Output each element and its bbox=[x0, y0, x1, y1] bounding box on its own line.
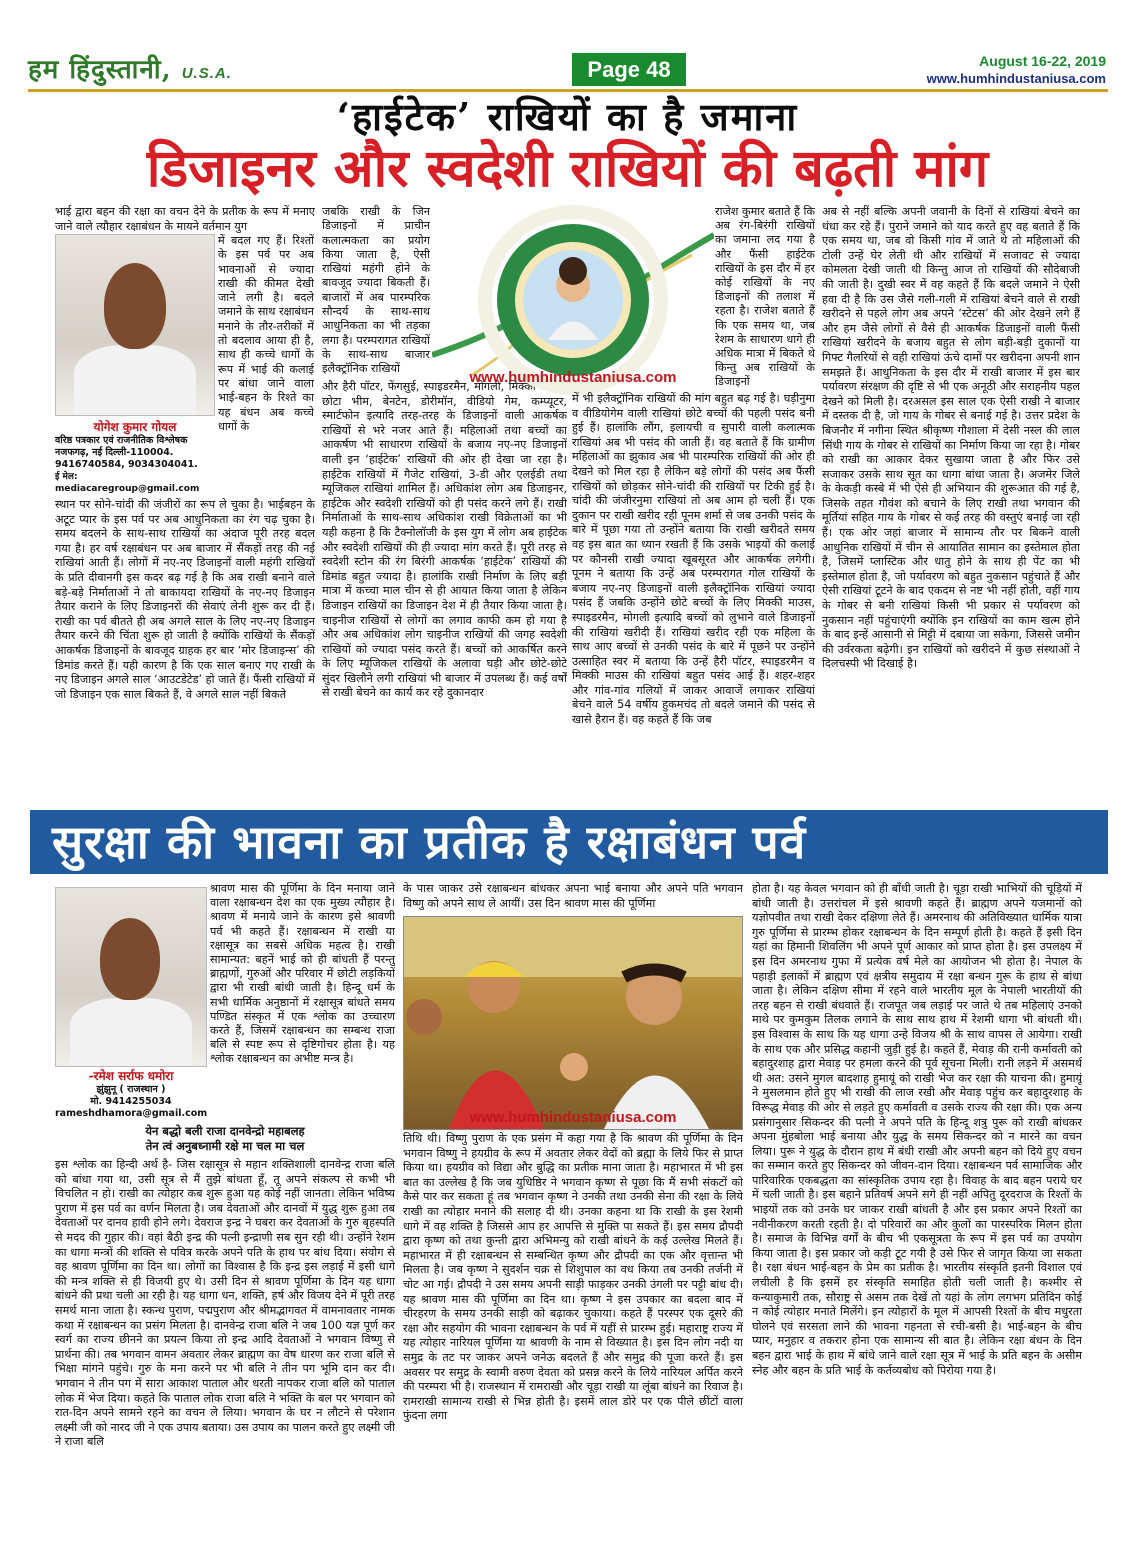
story1-kicker: ‘हाईटेक’ राखियों का है जमाना bbox=[336, 94, 799, 139]
story1-column-1-side: में बदल गए हैं। रिश्तों के इस पर्व पर अब भावनाओं से ज्यादा राखी की कीमत देखी जाने लगी है। बदले जमाने के साथ रक्षाबंधन मनाने के तौर-तरीकों में तो बदलाव आया ही है, साथ ही कच्चे धागों के रूप में भाई की कलाई पर बांधा जाने वाला भाई-बहन के रिश्ते का यह बंधन अब कच्चे धागों के bbox=[218, 234, 314, 433]
story2-headline-banner bbox=[30, 810, 1108, 874]
masthead-rule bbox=[28, 89, 1108, 92]
story2-column-2: तिथि थी। विष्णु पुराण के एक प्रसंग में कहा गया है कि श्रावण की पूर्णिमा के दिन भगवान विष्णु ने हयग्रीव के रूप में अवतार लेकर वेदों को ब्रह्मा के लिये फिर से प्राप्त किया था। हयग्रीव को विद्या और बुद्धि का प्रतीक माना जाता है। महाभारत में भी इस बात का उल्लेख है कि जब युधिष्ठिर ने भगवान कृष्ण से पूछा कि मैं सभी संकटों को कैसे पार कर सकता हूं तब भगवान कृष्ण ने उनकी तथा उनकी सेना की रक्षा के लिये राखी का त्योहार मनाने की सलाह दी थी। उनका कहना था कि राखी के इस रेशमी धागे में वह शक्ति है जिससे आप हर आपत्ति से मुक्ति पा सकते हैं। इस समय द्रौपदी द्वारा कृष्ण को तथा कुन्ती द्वारा अभिमन्यु को राखी बांधने के कई उल्लेख मिलते हैं। महाभारत में ही रक्षाबन्धन से सम्बन्धित कृष्ण और द्रौपदी का एक और वृत्तान्त भी मिलता है। जब कृष्ण ने सुदर्शन चक्र से शिशुपाल का वध किया तब उनकी तर्जनी में चोट आ गई। द्रौपदी ने उस समय अपनी साड़ी फाड़कर उनकी उंगली पर पट्टी बांध दी। यह श्रावण मास की पूर्णिमा का दिन था। कृष्ण ने इस उपकार का बदला बाद में चीरहरण के समय उनकी साड़ी को बढ़ाकर चुकाया। कहते हैं परस्पर एक दूसरे की रक्षा और सहयोग की भावना रक्षाबन्धन के पर्व में यहीं से प्रारम्भ हुई। महाराष्ट्र राज्य में यह त्योहार नारियल पूर्णिमा या श्रावणी के नाम से विख्यात है। इस दिन लोग नदी या समुद्र के तट पर जाकर अपने जनेऊ बदलते हैं और समुद्र की पूजा करते हैं। इस अवसर पर समुद्र के स्वामी वरुण देवता को प्रसन्न करने के लिये नारियल अर्पित करने की परम्परा भी है। राजस्थान में रामराखी और चूड़ा राखी या लूंबा बांधने का रिवाज है। रामराखी सामान्य राखी से भिन्न होती है। इसमें लाल डोरे पर एक पीले छींटों वाला फुंदना लगा bbox=[403, 1132, 743, 1423]
story2-column-3: होता है। यह केवल भगवान को ही बाँधी जाती है। चूड़ा राखी भाभियों की चूड़ियों में बांधी जाती है। उत्तरांचल में इसे श्रावणी कहते हैं। ब्राह्मण अपने यजमानों को यज्ञोपवीत तथा राखी देकर दक्षिणा लेते हैं। अमरनाथ की अतिविख्यात धार्मिक यात्रा गुरु पूर्णिमा से प्रारम्भ होकर रक्षाबन्धन के दिन सम्पूर्ण होती है। कहते हैं इसी दिन यहां का हिमानी शिवलिंग भी अपने पूर्ण आकार को प्राप्त होता है। इस उपलक्ष्य में इस दिन अमरनाथ गुफा में प्रत्येक वर्ष मेले का आयोजन भी होता है। नेपाल के पहाड़ी इलाकों में ब्राह्मण एवं क्षत्रीय समुदाय में रक्षा बन्धन गुरू के हाथ से बांधा जाता है। लेकिन दक्षिण सीमा में रहने वाले भारतीय मूल के नेपाली भारतीयों की तरह बहन से राखी बंधवाते हैं। राजपूत जब लड़ाई पर जाते थे तब महिलाएं उनको माथे पर कुमकुम तिलक लगाने के साथ साथ हाथ में रेशमी धागा भी बांधती थी। इस विश्वास के साथ कि यह धागा उन्हे विजय श्री के साथ वापस ले आयेगा। राखी के साथ एक और प्रसिद्ध कहानी जुड़ी हुई है। कहते हैं, मेवाड़ की रानी कर्मावती को बहादुरशाह द्वारा मेवाड़ पर हमला करने की पूर्व सूचना मिली। रानी लड़ने में असमर्थ थी अत: उसने मुगल बादशाह हुमायूं को राखी भेज कर रक्षा की याचना की। हुमायूं ने मुसलमान होते हुए भी राखी की लाज रखी और मेवाड़ पहुंच कर बहादुरशाह के विरूद्ध मेवाड़ की ओर से लड़ते हुए कर्मावती व उसके राज्य की रक्षा की। एक अन्य प्रसंगानुसार सिकन्दर की पत्नी ने अपने पति के हिन्दू शत्रु पुरू को राखी बांधकर अपना मुंहबोला भाई बनाया और युद्ध के समय सिकन्दर को न मारने का वचन लिया। पुरू ने युद्ध के दौरान हाथ में बंधी राखी और अपनी बहन को दिये हुए वचन का सम्मान करते हुए सिकन्दर को जीवन-दान दिया। रक्षाबन्धन पर्व सामाजिक और पारिवारिक एकबद्धता का सांस्कृतिक उपाय रहा है। विवाह के बाद बहन पराये घर में चली जाती है। इस बहाने प्रतिवर्ष अपने सगे ही नहीं अपितु दूरदराज के रिश्तों के भाइयों तक को उनके घर जाकर राखी बांधती है और इस प्रकार अपने रिश्तों का नवीनीकरण करती रहती है। दो परिवारों का और कुलों का पारस्परिक मिलन होता है। समाज के विभिन्न वर्गों के बीच भी एकसूत्रता के रूप में इस पर्व का उपयोग किया जाता है। इस प्रकार जो कड़ी टूट गयी है उसे फिर से जागृत किया जा सकता है। रक्षा बंधन भाई-बहन के प्रेम का प्रतीक है। भारतीय संस्कृति इतनी विशाल एवं लचीली है कि इसमें हर संस्कृति समाहित होती चली जाती है। कश्मीर से कन्याकुमारी तक, सौराष्ट्र से असम तक देखें तो यहां के लोग लगभग प्रतिदिन कोई न कोई त्योहार मनाते मिलेंगे। इन त्योहारों के मूल में आपसी रिश्तों के बीच मधुरता घोलने एवं सरसता लाने की भावना गहनता से रची-बसी है। भाई-बहन के बीच प्यार, मनुहार व तकरार होना एक सामान्य सी बात है। लेकिन रक्षा बंधन के दिन बहन द्वारा भाई के हाथ में बांधे जाने वाले रक्षा सूत्र में भाई के प्रति बहन के असीम स्नेह और बहन के प्रति भाई के कर्तव्यबोध को पिरोया गया है। bbox=[752, 882, 1082, 1377]
story1-headline: डिजाइनर और स्वदेशी राखियों की बढ़ती मांग bbox=[146, 139, 989, 199]
masthead-country: U.S.A. bbox=[181, 65, 232, 82]
rakhi-illustration bbox=[432, 205, 714, 395]
story1-column-4: अब से नहीं बल्कि अपनी जवानी के दिनों से राखियां बेचने का धंधा कर रहे हैं। पुराने जमाने को याद करते हुए वह बताते हैं कि एक समय था, जब वो किसी गांव में जाते थे तो महिलाओं की टोली उन्हें घेर लेती थी और राखियों में सजावट से ज्यादा कोमलता देखी जाती थी किन्तु आज तो राखियों की सौदेबाजी की जाती है। दुखी स्वर में वह कहते हैं कि बदले जमाने ने ऐसी हवा दी है कि उस जैसे गली-गली में राखियां बेचने वाले से राखी खरीदने से पहले लोग अब अपने ‘स्टेटस’ की ओर देखने लगे हैं और हम जैसे लोगों से वैसे ही आकर्षक डिजाइनों वाली फैंसी राखियां खरीदने के बजाय बहुत से लोग बड़ी-बड़ी दुकानों या गिफ्ट गैलरियों से वही राखियां ऊंचे दामों पर खरीदना अपनी शान समझते हैं। आधुनिकता के इस दौर में राखी बाजार में इस बार पर्यावरण संरक्षण की दृष्टि से भी एक अनूठी और सराहनीय पहल देखने को मिली है। दरअसल इस साल एक ऐसी राखी ने बाजार में दस्तक दी है, जो गाय के गोबर से बनाई गई है। उत्तर प्रदेश के बिजनौर में नगीना स्थित श्रीकृष्ण गौशाला में देसी नस्ल की लाल सिंधी गाय के गोबर से राखियों का निर्माण किया जा रहा है। गोबर को राखी का आकार देकर सुखाया जाता है और फिर उसे सजाकर उसके साथ सूत का धागा बांधा जाता है। अजमेर जिले के केकड़ी कस्बे में भी ऐसे ही अभियान की शुरूआत की गई है, जिसके तहत गौवंश को बचाने के लिए राखी तथा भगवान की मूर्तियां सहित गाय के गोबर से कई तरह की वस्तुएं बनाई जा रही हैं। एक ओर जहां बाजार में सामान्य तौर पर बिकने वाली आधुनिक राखियों में चीन से आयातित सामान का इस्तेमाल होता है, जिसमें प्लास्टिक और धातु होने के साथ ही पेंट का भी इस्तेमाल होता है, जो पर्यावरण को बहुत नुकसान पहुंचाते हैं और ऐसी राखियां टूटने के बाद एकदम से नष्ट भी नहीं होती, वहीं गाय के गोबर से बनी राखियां किसी भी प्रकार से पर्यावरण को नुकसान नहीं पहुंचाएंगी क्योंकि इन राखियों का काम खत्म होने के बाद इन्हें आसानी से मिट्टी में दबाया जा सकेगा, जिससे जमीन की उर्वरकता बढ़ेगी। इन राखियों को खरीदने में कुछ संस्थाओं ने दिलचस्पी भी दिखाई है। bbox=[822, 205, 1080, 671]
masthead-website[interactable]: www.humhindustaniusa.com bbox=[926, 71, 1106, 86]
author2-place: झुंझुनू ( राजस्थान ) bbox=[96, 1084, 166, 1095]
story1-column-2: और हैरी पॉटर, फेंगसुई, स्पाइडरमैन, मोगली, मिक्की माउस, छोटा भीम, बेनटेन, डोरीमॉन, वीडियो गेम, कम्प्यूटर, स्मार्टफोन इत्यादि तरह-तरह के डिजाइनों वाली आकर्षक राखियों से भरे नजर आते हैं। महिलाओं तथा बच्चों का आकर्षण भी साधारण राखियों के बजाय नए-नए डिजाइनों वाली इन ‘हाईटेक’ राखियों की ओर ही देखा जा रहा है। हाईटेक राखियों में गैजेट राखियां, 3-डी और एलईडी तथा म्यूजिकल राखियां शामिल हैं। अधिकांश लोग अब डिजाइनर, हाईटेक और स्वदेशी राखियों को ही पसंद करने लगे हैं। राखी निर्माताओं के साथ-साथ अधिकांश राखी विक्रेताओं का भी यही कहना है कि टैक्नोलॉजी के इस युग में लोग अब हाईटेक और स्वदेशी राखियों की ही ज्यादा मांग करते हैं। पूरी तरह से स्वदेशी स्टोन की रंग बिरंगी आकर्षक ‘हाईटेक’ राखियों की डिमांड बहुत ज्यादा है। हालांकि राखी निर्माण के लिए बड़ी मात्रा में कच्चा माल चीन से ही आयात किया जाता है लेकिन डिजाइन राखियों का डिजाइन देश में ही तैयार किया जाता है। चाइनीज राखियों से लोगों का लगाव काफी कम हो गया है और अब अधिकांश लोग चाइनीज राखियों की जगह स्वदेशी राखियों को ज्यादा पसंद करते हैं। बच्चों को आकर्षित करने के लिए म्यूजिकल राखियों के अलावा घड़ी और छोटे-छोटे सुंदर खिलौने लगी राखियां भी बाजार में उपलब्ध हैं। कई वर्षों से राखी बेचने का कार्य कर रहे दुकानदार bbox=[322, 380, 567, 700]
author-caption-ramesh bbox=[55, 1067, 207, 1129]
story1-column-2-top: जबकि राखी के जिन डिजाइनों में प्राचीन कलात्मकता का प्रयोग किया जाता है, ऐसी राखियां महंगी होने के बावजूद ज्यादा बिकती हैं। बाजारों में अब पारम्परिक सौन्दर्य के साथ-साथ आधुनिकता का भी तड़का लगा है। परम्परागत राखियों के साथ-साथ बाजार इलैक्ट्रॉनिक राखियों bbox=[322, 205, 430, 376]
sanskrit-sloka bbox=[55, 1124, 395, 1156]
story2-column-1-side: श्रावण मास की पूर्णिमा के दिन मनाया जाने वाला रक्षाबन्धन देश का एक मुख्य त्यौहार है। श्रावण में मनाये जाने के कारण इसे श्रावणी पर्व भी कहते हैं। रक्षाबन्धन में राखी या रक्षासूत्र का सबसे अधिक महत्व है। राखी सामान्यत: बहनें भाई को ही बांधती हैं परन्तु ब्राह्मणों, गुरुओं और परिवार में छोटी लड़कियों द्वारा भी राखी बांधी जाती है। हिन्दू धर्म के सभी धार्मिक अनुष्ठानों में रक्षासूत्र बांधते समय पण्डित संस्कृत में एक श्लोक का उच्चारण करते हैं, जिसमें रक्षाबन्धन का सम्बन्ध राजा बलि से स्पष्ट रूप से दृष्टिगोचर होता है। यह श्लोक रक्षाबन्धन का अभीष्ट मन्त्र है। bbox=[210, 882, 395, 1066]
rakhi-image-watermark: www.humhindustaniusa.com bbox=[469, 369, 677, 386]
author2-phone: मो. 9414255034 bbox=[90, 1096, 172, 1107]
story1-column-1-bottom: स्थान पर सोने-चांदी की जंजीरों का रूप ले चुका है। भाईबहन के अटूट प्यार के इस पर्व पर अब आधुनिकता का रंग चढ़ चुका है। समय बदलने के साथ-साथ राखियों का अंदाज पूरी तरह बदल गया है। हर वर्ष रक्षाबंधन पर अब बाजार में सैंकड़ों तरह की नई राखियां आती हैं। लोगों में नए-नए डिजाइनों वाली महंगी राखियों के प्रति दीवानगी इस कदर बढ़ गई है कि अब राखी बनाने वाले बड़े-बड़े निर्माताओं ने तो बाकायदा राखियों के नए-नए डिजाइन तैयार कराने के लिए डिजाइनरों की सेवाएं लेनी शुरू कर दी हैं। राखी का पर्व बीतते ही अब अगले साल के लिए नए-नए डिजाइन तैयार करने की चिंता शुरू हो जाती है क्योंकि राखियों के सैंकड़ों आकर्षक डिजाइनों के बावजूद ग्राहक हर बार ‘मोर डिजाइन्स’ की डिमांड करते हैं। यही कारण है कि एक साल बनाए गए राखी के नए डिजाइन अगले साल ‘आउटडेटेड’ हो जाते हैं। फैंसी राखियों में जो डिजाइन एक साल बिकते हैं, वे अगले साल नहीं बिकते bbox=[55, 498, 315, 701]
author-caption-yogesh bbox=[55, 418, 215, 496]
children-illustration bbox=[404, 917, 742, 1129]
author-email[interactable]: ई मेल: mediacaregroup@gmail.com bbox=[55, 472, 200, 494]
masthead-title-text: हम हिंदुस्तानी, bbox=[28, 55, 172, 85]
sloka-line-2: तेन त्वं अनुबध्नामी रक्षे मा चल मा चल bbox=[145, 1139, 305, 1153]
masthead-title bbox=[28, 50, 428, 86]
page-number: Page 48 bbox=[572, 53, 686, 86]
children-rakhi-photo bbox=[403, 916, 743, 1130]
author-address: नजफगढ़, नई दिल्ली-110004. bbox=[55, 447, 174, 458]
story2-headline: सुरक्षा की भावना का प्रतीक है रक्षाबंधन पर्व bbox=[52, 815, 807, 869]
rakhi-image bbox=[432, 205, 714, 395]
author-photo-ramesh bbox=[55, 887, 207, 1067]
author-phone: 9416740584, 9034304041. bbox=[55, 459, 198, 470]
story2-column-1: इस श्लोक का हिन्दी अर्थ है- जिस रक्षासूत्र से महान शक्तिशाली दानवेन्द्र राजा बलि को बांधा गया था, उसी सूत्र से मैं तुझे बांधता हूँ, तू अपने संकल्प से कभी भी विचलित न हो। राखी का त्योहार कब शुरू हुआ यह कोई नहीं जानता। लेकिन भविष्य पुराण में इस पर्व का वर्णन मिलता है। जब देवताओं और दानवों में युद्ध शुरू हुआ तब देवताओं पर दानव हावी होने लगे। देवराज इन्द्र ने घबरा कर देवताओं के गुरु बृहस्पति से मदद की गुहार की। वहां बैठी इन्द्र की पत्नी इन्द्राणी सब सुन रही थी। उन्होंने रेशम का धागा मन्त्रों की शक्ति से पवित्र करके अपने पति के हाथ पर बांध दिया। संयोग से वह श्रावण पूर्णिमा का दिन था। लोगों का विश्वास है कि इन्द्र इस लड़ाई में इसी धागे की मन्त्र शक्ति से ही विजयी हुए थे। उसी दिन से श्रावण पूर्णिमा के दिन यह धागा बांधने की प्रथा चली आ रही है। यह धागा धन, शक्ति, हर्ष और विजय देने में पूरी तरह समर्थ माना जाता है। स्कन्ध पुराण, पद्मपुराण और श्रीमद्भागवत में वामनावतार नामक कथा में रक्षाबन्धन का प्रसंग मिलता है। दानवेन्द्र राजा बलि ने जब 100 यज्ञ पूर्ण कर स्वर्ग का राज्य छीनने का प्रयत्न किया तो इन्द्र आदि देवताओं ने भगवान विष्णु से प्रार्थना की। तब भगवान वामन अवतार लेकर ब्राह्मण का वेष धारण कर राजा बलि से भिक्षा मांगने पहुंचे। गुरु के मना करने पर भी बलि ने तीन पग भूमि दान कर दी। भगवान ने तीन पग में सारा आकाश पाताल और धरती नापकर राजा बलि को पाताल लोक में भेज दिया। कहते कि पाताल लोक राजा बलि ने भक्ति के बल पर भगवान को रात-दिन अपने सामने रहने का वचन ले लिया। भगवान के घर न लौटने से परेशान लक्ष्मी जी को नारद जी ने एक उपाय बताया। उस उपाय का पालन करते हुए लक्ष्मी जी ने राजा बलि bbox=[55, 1158, 395, 1449]
author-designation: वरिष्ठ पत्रकार एवं राजनीतिक विश्लेषक bbox=[55, 435, 188, 446]
story2-column-2-top: के पास जाकर उसे रक्षाबन्धन बांधकर अपना भाई बनाया और अपने पति भगवान विष्णु को अपने साथ ले आयीं। उस दिन श्रावण मास की पूर्णिमा bbox=[403, 882, 743, 910]
author-face-2 bbox=[100, 918, 160, 1000]
author-photo-yogesh bbox=[55, 234, 215, 416]
sloka-line-1: येन बद्धो बली राजा दानवेन्द्रो महाबलह bbox=[145, 1124, 305, 1138]
issue-date: August 16-22, 2019 bbox=[979, 53, 1106, 69]
author2-email[interactable]: rameshdhamora@gmail.com bbox=[55, 1108, 208, 1119]
story1-intro: भाई द्वारा बहन की रक्षा का वचन देने के प्रतीक के रूप में मनाए जाने वाले त्यौहार रक्षाबंधन के मायने वर्तमान युग bbox=[55, 205, 315, 233]
story1-column-1-top bbox=[55, 205, 315, 235]
children-photo-watermark: www.humhindustaniusa.com bbox=[469, 1109, 677, 1126]
story1-column-3: में भी इलैक्ट्रॉनिक राखियों की मांग बहुत बढ़ गई है। घड़ीनुमा व वीडियोगेम वाली राखियां छोटे बच्चों की पहली पसंद बनी हुई हैं। हालांकि लौंग, इलायची व सुपारी वाली कलात्मक राखियां अब भी पसंद की जाती हैं। वह बताते हैं कि ग्रामीण महिलाओं का झुकाव अब भी पारम्परिक राखियों की ओर ही देखने को मिल रहा है लेकिन बड़े लोगों की पसंद अब फैंसी राखियों को छोड़कर सोने-चांदी की राखियों पर टिकी हुई है। चांदी की जंजीरनुमा राखियां तो अब आम हो चली हैं। एक दुकान पर राखी खरीद रही पूनम शर्मा से जब उनकी पसंद के बारे में पूछा गया तो उन्होंने बताया कि राखी खरीदते समय वह इस बात का ध्यान रखती हैं कि उसके भाइयों की कलाई पर कौनसी राखी ज्यादा खूबसूरत और आकर्षक लगेगी। पूनम ने बताया कि उन्हें अब परम्परागत गोल राखियों के बजाय नए-नए डिजाइनों वाली इलैक्ट्रॉनिक राखियां ज्यादा पसंद हैं जबकि उन्होंने छोटे बच्चों के लिए मिक्की माउस, स्पाइडरमैन, मोगली इत्यादि बच्चों को लुभाने वाले डिजाइनों की राखियां खरीदी हैं। राखियां खरीद रही एक महिला के साथ आए बच्चों से उनकी पसंद के बारे में पूछने पर उन्होंने उत्साहित स्वर में बताया कि उन्हें हैरी पॉटर, स्पाइडरमैन व मिक्की माउस की राखियां बहुत पसंद आई हैं। शहर-शहर और गांव-गांव गलियों में जाकर आवाजें लगाकर राखियां बेचने वाले 54 वर्षीय हुकमचंद तो बदले जमाने की पसंद से खासे हैरान हैं। वह कहते हैं कि जब bbox=[572, 392, 815, 727]
story1-column-3-top: राजेश कुमार बताते हैं कि अब रंग-बिरंगी राखियों का जमाना लद गया है और फैंसी हाईटेक राखियों के इस दौर में हर कोई राखियों के नए डिजाइनों की तलाश में रहता है। राजेश बताते हैं कि एक समय था, जब रेशम के साधारण धागे ही अधिक मात्रा में बिकते थे किन्तु अब राखियों के डिजाइनों bbox=[715, 205, 815, 389]
author-name: योगेश कुमार गोयल bbox=[93, 420, 177, 434]
author2-name: -रमेश सर्राफ धमोरा bbox=[88, 1069, 174, 1083]
author-face bbox=[104, 263, 166, 349]
